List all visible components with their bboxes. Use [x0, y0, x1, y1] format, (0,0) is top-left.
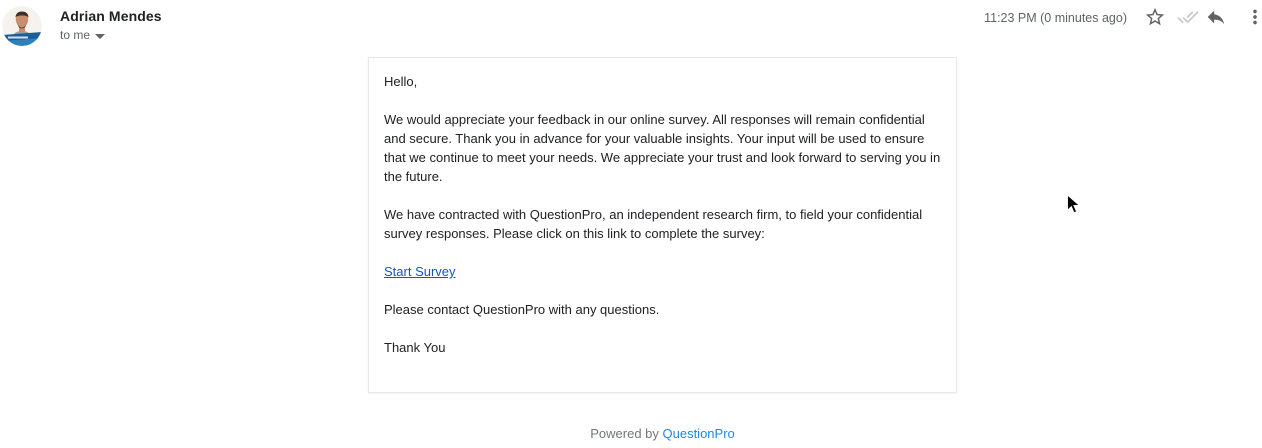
reply-icon: [1205, 6, 1227, 28]
star-icon: [1144, 6, 1166, 28]
greeting: Hello,: [384, 74, 418, 89]
email-body-card: [368, 57, 957, 393]
reply-button[interactable]: [1204, 5, 1228, 29]
more-vert-icon: [1244, 6, 1262, 28]
timestamp: 11:23 PM (0 minutes ago): [984, 11, 1127, 25]
recipient-label: to me: [60, 28, 91, 42]
sender-name[interactable]: Adrian Mendes: [60, 8, 162, 24]
body-paragraph-3: Please contact QuestionPro with any questions.: [384, 302, 660, 317]
double-check-icon: [1176, 5, 1200, 29]
avatar[interactable]: [2, 6, 42, 46]
avatar-image: [2, 6, 42, 46]
questionpro-link[interactable]: QuestionPro: [662, 426, 735, 441]
powered-by-text: Powered by: [590, 426, 663, 441]
body-paragraph-1: We would appreciate your feedback in our online survey. All responses will remain confidential and secure. Thank you in advance for your valuable insights. Your input will be used to ensure that we continue to meet your needs. We appreciate your trust and look forward to serving you in the future.: [384, 112, 941, 184]
recipient-row[interactable]: [60, 28, 105, 42]
chevron-down-icon: [95, 34, 105, 39]
star-button[interactable]: [1143, 5, 1167, 29]
powered-by-footer: [368, 424, 957, 443]
body-paragraph-2: We have contracted with QuestionPro, an independent research firm, to field your confidential survey responses. Please click on this link to complete the survey:: [384, 207, 923, 241]
closing: Thank You: [384, 340, 446, 355]
more-options-button[interactable]: [1243, 5, 1262, 29]
start-survey-link[interactable]: Start Survey: [384, 264, 456, 279]
mouse-cursor: [1066, 194, 1082, 216]
